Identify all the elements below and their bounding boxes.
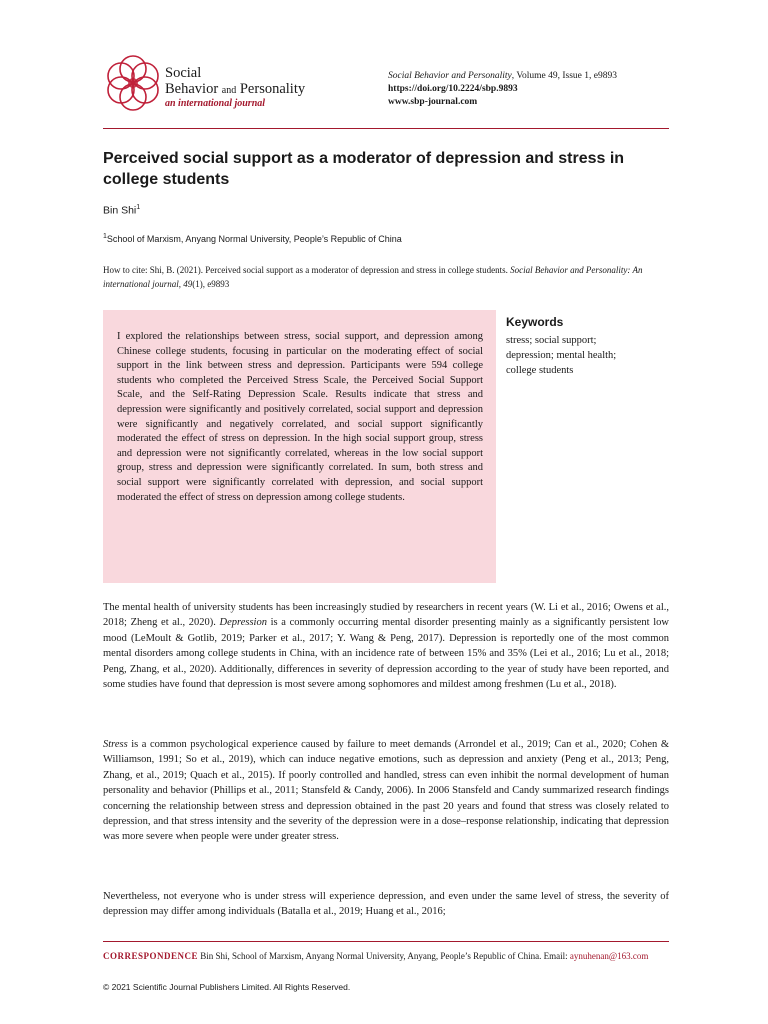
- correspondence-note: [103, 950, 669, 963]
- header-divider: [103, 128, 669, 129]
- doi-link[interactable]: https://doi.org/10.2224/sbp.9893: [388, 84, 518, 94]
- journal-logo: [104, 54, 324, 118]
- keywords-list: stress; social support; depression; mental health; college students: [506, 335, 617, 376]
- copyright-notice: © 2021 Scientific Journal Publishers Limited. All Rights Reserved.: [103, 982, 351, 992]
- logo-subtitle: an international journal: [165, 98, 266, 109]
- journal-info: [388, 70, 617, 109]
- volume-info: , Volume 49, Issue 1, e9893: [511, 71, 617, 81]
- cite-suffix: (1), e9893: [192, 278, 230, 289]
- journal-emblem-icon: [104, 54, 162, 112]
- body-paragraph-2: [103, 737, 669, 845]
- logo-word-personality: Personality: [239, 81, 306, 97]
- abstract-box: [103, 310, 496, 583]
- correspondence-text: Bin Shi, School of Marxism, Anyang Normal University, Anyang, People’s Republic of China. Email:: [198, 951, 570, 961]
- affiliation-text: School of Marxism, Anyang Normal University, People’s Republic of China: [106, 234, 402, 244]
- body-paragraph-1: [103, 600, 669, 692]
- body-paragraph-3: Nevertheless, not everyone who is under stress will experience depression, and even under the same level of stress, the severity of depression may differ among individuals (Batalla et al., 2019; Huang et al., 2016;: [103, 891, 669, 918]
- affiliation-marker: 1: [103, 233, 107, 240]
- abstract-text: I explored the relationships between stress, social support, and depression among Chinese college students, focusing in particular on the moderating effect of social support in the link between stress and depression. Participants were 594 college students who completed the Perceived Stress Scale, the Perceived Social Support Scale, and the Self-Rating Depression Scale. Results indicate that stress and depression were significantly and positively correlated, social support and depression were significantly and negatively correlated, and social support significantly moderated the effect of stress on depression. In the high social support group, stress and depression were not significantly correlated, whereas in the low social support group, stress and depression were significantly correlated. In sum, both stress and social support were significantly correlated with depression, and social support moderated the effect of stress on depression among college students.: [117, 331, 483, 503]
- journal-volume-line: [388, 70, 617, 83]
- website-link[interactable]: www.sbp-journal.com: [388, 97, 478, 107]
- cite-journal: Social Behavior and Personality: An international journal, 49: [103, 265, 643, 289]
- cite-prefix: How to cite: Shi, B. (2021). Perceived social support as a moderator of depression and stress in college students.: [103, 265, 511, 275]
- keywords-heading: Keywords: [506, 315, 564, 329]
- logo-title-line2: [165, 81, 305, 98]
- p1-text-b: is a commonly occurring mental disorder presenting mainly as a significantly persistent low mood (LeMoult & Gotlib, 2019; Parker et al., 2017; Y. Wang & Peng, 2017). Depression is reportedly one of the most common mental disorders among college students in China, with an incidence rate of between 15% and 35% (Lei et al., 2016; Lu et al., 2018; Peng, Zhang, et al., 2020). Additionally, differences in severity of depression according to the year of study have been reported, and some studies have found that depression is most severe among sophomores and mildest among freshmen (Lu et al., 2018).: [103, 617, 669, 691]
- correspondence-label: CORRESPONDENCE: [103, 951, 199, 961]
- journal-name: Social Behavior and Personality: [388, 71, 512, 81]
- correspondence-email-link[interactable]: aynuhenan@163.com: [569, 951, 649, 961]
- p2-term-stress: Stress: [103, 739, 128, 750]
- logo-word-behavior: Behavior: [165, 81, 219, 97]
- p1-text-a: The mental health of university students has been increasingly studied by researchers in recent years (W. Li et al., 2016; Owens et al., 2018; Zheng et al., 2020).: [103, 602, 669, 629]
- author-line: [103, 204, 140, 217]
- logo-title-line1: Social: [165, 65, 202, 81]
- article-title: Perceived social support as a moderator of depression and stress in college students: [103, 150, 625, 188]
- logo-word-and: and: [221, 85, 237, 96]
- p2-text: is a common psychological experience caused by failure to meet demands (Arrondel et al., 2019; Can et al., 2020; Cohen & Williamson, 1991; So et al., 2019), which can induce negative emotions, such as depression and anxiety (Peng et al., 2013; Peng, Zhang, et al., 2019; Quach et al., 2015). If poorly controlled and handled, stress can even inhibit the normal development of human personality and behavior (Phillips et al., 2011; Stansfeld & Candy, 2006). In 2006 Stansfeld and Candy summarized research findings concerning the relationship between stress and depression obtained in the past 20 years and found that stress was closely related to depression, and that stress intensity and the severity of the depression were in a dose–response relationship, indicating that depression was more severe when people were under greater stress.: [103, 739, 669, 843]
- author-name: Bin Shi: [103, 204, 137, 217]
- affiliation-line: [103, 233, 402, 244]
- how-to-cite: [103, 264, 669, 291]
- p1-term-depression: Depression: [219, 617, 267, 629]
- author-affiliation-marker: 1: [136, 204, 141, 211]
- footer-divider: [103, 941, 669, 942]
